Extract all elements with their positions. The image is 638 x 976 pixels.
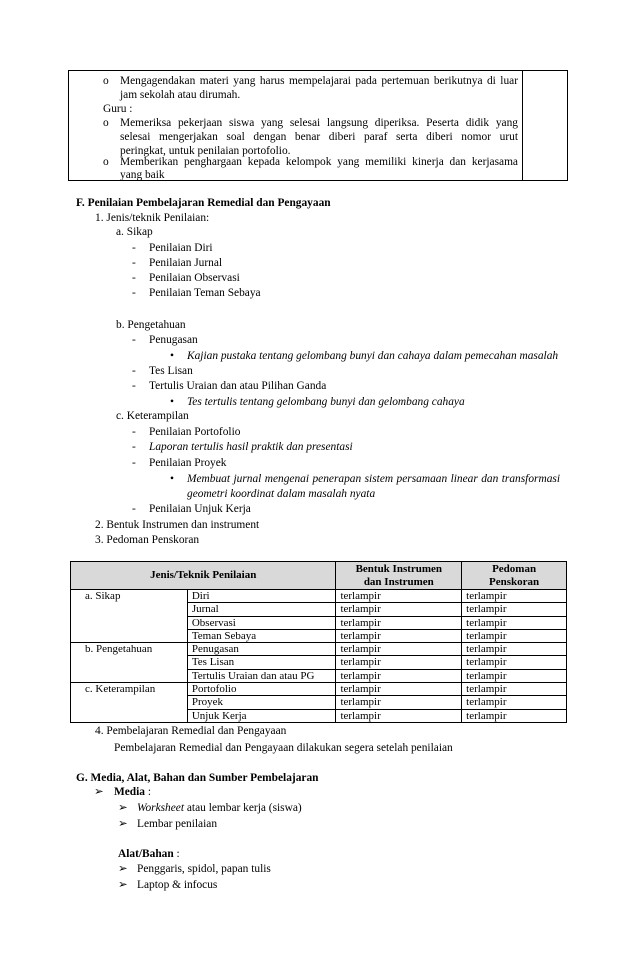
keterampilan-item: Penilaian Proyek: [149, 457, 227, 469]
table-row: Tertulis Uraian dan atau PG terlampir terlampir: [71, 669, 567, 682]
table-row: a. Sikap Diri terlampir terlampir: [71, 590, 567, 603]
dash: -: [132, 334, 136, 346]
header-jenis: Jenis/Teknik Penilaian: [71, 562, 336, 590]
box-divider: [522, 71, 523, 180]
media-label-line: Media :: [114, 786, 152, 798]
guru-label: Guru :: [103, 103, 133, 115]
keterampilan-item: Penilaian Portofolio: [149, 426, 241, 438]
item3-line2: yang baik: [120, 169, 165, 181]
keterampilan-bullet-line1: Membuat jurnal mengenai penerapan sistem persamaan linear dan transformasi: [187, 473, 560, 485]
sikap-item: Penilaian Observasi: [149, 272, 240, 284]
dash: -: [132, 242, 136, 254]
media-item: Lembar penilaian: [137, 818, 218, 830]
dash: -: [132, 503, 136, 515]
alat-label-line: Alat/Bahan :: [118, 848, 180, 860]
sikap-item: Penilaian Diri: [149, 242, 213, 254]
keterampilan-label: c. Keterampilan: [116, 410, 189, 422]
dash: -: [132, 257, 136, 269]
pengetahuan-label: b. Pengetahuan: [116, 319, 186, 331]
alat-item: Laptop & infocus: [137, 879, 218, 891]
p4-label: 4. Pembelajaran Remedial dan Pengayaan: [95, 725, 287, 737]
table-row: Unjuk Kerja terlampir terlampir: [71, 709, 567, 722]
pengetahuan-item: Penugasan: [149, 334, 198, 346]
p4-text: Pembelajaran Remedial dan Pengayaan dilakukan segera setelah penilaian: [114, 742, 453, 754]
alat-item: Penggaris, spidol, papan tulis: [137, 863, 271, 875]
dash: -: [132, 380, 136, 392]
table-row: b. Pengetahuan Penugasan terlampir terlampir: [71, 643, 567, 656]
table-row: Proyek terlampir terlampir: [71, 696, 567, 709]
item2-line3: peringkat, untuk penilaian portofolio.: [120, 145, 291, 157]
arrow-bullet-icon: ➢: [118, 863, 128, 875]
media-item: Worksheet atau lembar kerja (siswa): [137, 802, 302, 814]
item1-line1: Mengagendakan materi yang harus mempelajarai pada pertemuan berikutnya di luar: [120, 75, 518, 87]
table-row: Observasi terlampir terlampir: [71, 616, 567, 629]
dash: -: [132, 457, 136, 469]
table-row: Teman Sebaya terlampir terlampir: [71, 629, 567, 642]
bullet-o: o: [103, 75, 109, 87]
header-pedoman: Pedoman Penskoran: [462, 562, 567, 590]
table-row: Tes Lisan terlampir terlampir: [71, 656, 567, 669]
item1-line2: jam sekolah atau dirumah.: [120, 89, 241, 101]
item3-line1: Memberikan penghargaan kepada kelompok yang memiliki kinerja dan kerjasama: [120, 156, 518, 168]
keterampilan-item: Penilaian Unjuk Kerja: [149, 503, 251, 515]
dash: -: [132, 426, 136, 438]
arrow-bullet-icon: ➢: [118, 818, 128, 830]
sikap-item: Penilaian Jurnal: [149, 257, 223, 269]
dash: -: [132, 272, 136, 284]
sikap-label: a. Sikap: [116, 226, 153, 238]
item2-line1: Memeriksa pekerjaan siswa yang selesai langsung diperiksa. Peserta didik yang: [120, 117, 518, 129]
section-g-title: G. Media, Alat, Bahan dan Sumber Pembelajaran: [76, 772, 319, 784]
sikap-item: Penilaian Teman Sebaya: [149, 287, 261, 299]
dash: -: [132, 441, 136, 453]
p2-label: 2. Bentuk Instrumen dan instrument: [95, 519, 260, 531]
section-f-title: F. Penilaian Pembelajaran Remedial dan Pengayaan: [76, 197, 331, 209]
pengetahuan-bullet: Tes tertulis tentang gelombang bunyi dan gelombang cahaya: [187, 396, 465, 408]
pengetahuan-item: Tertulis Uraian dan atau Pilihan Ganda: [149, 380, 327, 392]
keterampilan-bullet-line2: geometri koordinat dalam masalah nyata: [187, 488, 376, 500]
bullet-dot-icon: •: [170, 473, 174, 485]
p1-label: 1. Jenis/teknik Penilaian:: [95, 212, 210, 224]
scoring-table: [70, 561, 567, 723]
bullet-dot-icon: •: [170, 396, 174, 408]
keterampilan-item: Laporan tertulis hasil praktik dan presentasi: [149, 441, 353, 453]
bullet-dot-icon: •: [170, 350, 174, 362]
table-row: Jurnal terlampir terlampir: [71, 603, 567, 616]
item2-line2: selesai mengerjakan soal dengan benar diberi paraf serta diberi nomor urut: [120, 131, 518, 143]
pengetahuan-item: Tes Lisan: [149, 365, 193, 377]
p3-label: 3. Pedoman Penskoran: [95, 534, 200, 546]
arrow-bullet-icon: ➢: [94, 786, 104, 798]
arrow-bullet-icon: ➢: [118, 879, 128, 891]
dash: -: [132, 287, 136, 299]
table-row: c. Keterampilan Portofolio terlampir terlampir: [71, 683, 567, 696]
header-bentuk: Bentuk Instrumen dan Instrumen: [336, 562, 462, 590]
dash: -: [132, 365, 136, 377]
pengetahuan-bullet: Kajian pustaka tentang gelombang bunyi dan cahaya dalam pemecahan masalah: [187, 350, 559, 362]
bullet-o: o: [103, 156, 109, 168]
bullet-o: o: [103, 117, 109, 129]
arrow-bullet-icon: ➢: [118, 802, 128, 814]
